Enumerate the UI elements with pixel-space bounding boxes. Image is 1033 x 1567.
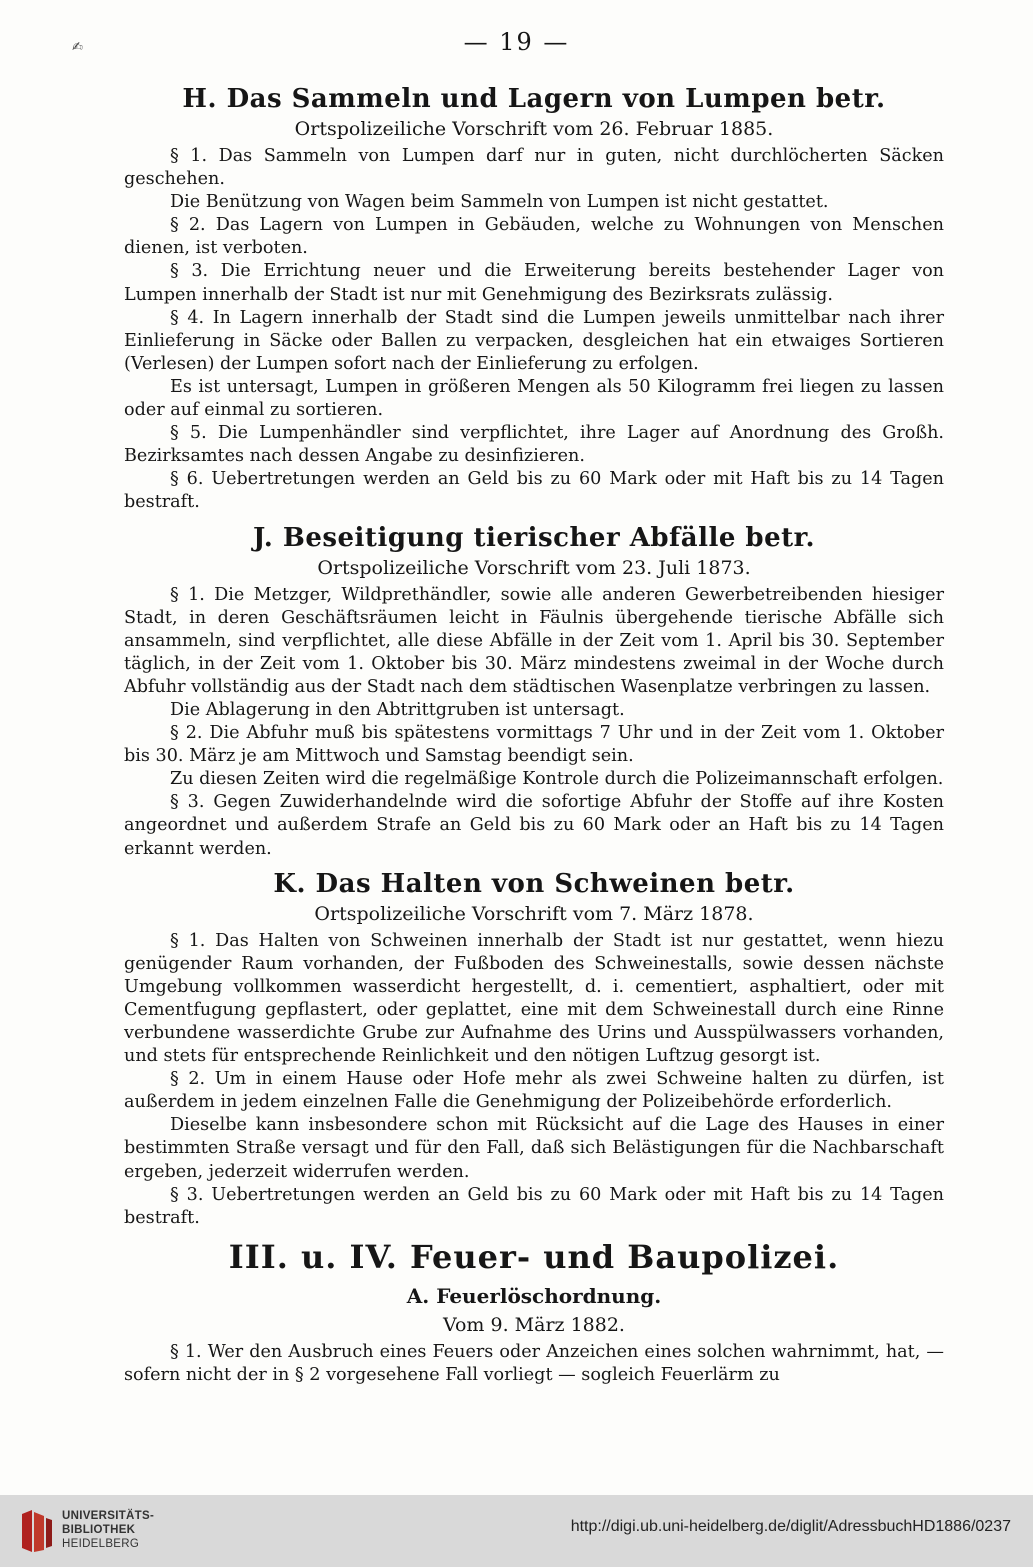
section-k xyxy=(124,867,944,1230)
paragraph: § 3. Uebertretungen werden an Geld bis zu 60 Mark oder mit Haft bis zu 14 Tagen bestraft. xyxy=(124,1184,944,1228)
library-name-line: HEIDELBERG xyxy=(62,1538,140,1550)
paragraph: Die Ablagerung in den Abtrittgruben ist untersagt. xyxy=(170,699,625,720)
section-title: H. Das Sammeln und Lagern von Lumpen betr. xyxy=(182,84,886,114)
paragraph: § 1. Die Metzger, Wildprethändler, sowie alle anderen Gewerbetreibenden hiesiger Stadt, in deren Geschäftsräumen leicht in Fäulnis übergehende tierische Abfälle sich ansammeln, sind verpflichtet, alle diese Abfälle in der Zeit vom 1. April bis 30. September täglich, in der Zeit vom 1. Oktober bis 30. März mindestens zweimal in der Woche durch Abfuhr vollständig aus der Stadt nach dem städtischen Wasenplatze verbringen zu lassen. xyxy=(124,584,944,697)
corner-mark: ✍ xyxy=(72,40,83,55)
paragraph: § 3. Die Errichtung neuer und die Erweiterung bereits bestehender Lager von Lumpen innerhalb der Stadt ist nur mit Genehmigung des Bezirksrats zulässig. xyxy=(124,261,944,305)
section-title: A. Feuerlöschordnung. xyxy=(406,1283,662,1308)
paragraph: § 4. In Lagern innerhalb der Stadt sind die Lumpen jeweils unmittelbar nach ihrer Einlieferung in Säcke oder Ballen zu verpacken, desgleichen hat ein etwaiges Sortieren (Verlesen) der Lumpen sofort nach der Einlieferung zu erfolgen. xyxy=(124,307,944,374)
library-logo-icon xyxy=(20,1508,54,1554)
page-number: — 19 — xyxy=(463,28,570,56)
paragraph: § 2. Um in einem Hause oder Hofe mehr als zwei Schweine halten zu dürfen, ist außerdem in jedem einzelnen Falle die Genehmigung der Polizeibehörde erforderlich. xyxy=(124,1069,944,1113)
paragraph: § 3. Gegen Zuwiderhandelnde wird die sofortige Abfuhr der Stoffe auf ihre Kosten angeordnet und außerdem Strafe an Geld bis zu 60 Mark oder an Haft bis zu 14 Tagen erkannt werden. xyxy=(124,792,944,859)
library-footer xyxy=(0,1495,1033,1567)
source-url-link[interactable]: http://digi.ub.uni-heidelberg.de/diglit/AdressbuchHD1886/0237 xyxy=(570,1518,1011,1535)
section-subtitle: Ortspolizeiliche Vorschrift vom 23. Juli 1873. xyxy=(317,556,751,579)
page-content xyxy=(124,82,944,1387)
section-title: K. Das Halten von Schweinen betr. xyxy=(273,868,795,899)
section-subtitle: Vom 9. März 1882. xyxy=(443,1313,625,1336)
paragraph: § 2. Das Lagern von Lumpen in Gebäuden, welche zu Wohnungen von Menschen dienen, ist verboten. xyxy=(124,215,944,259)
section-h xyxy=(124,82,944,515)
section-subtitle: Ortspolizeiliche Vorschrift vom 26. Februar 1885. xyxy=(294,118,774,140)
paragraph: § 2. Die Abfuhr muß bis spätestens vormittags 7 Uhr und in der Zeit vom 1. Oktober bis 30. März je am Mittwoch und Samstag beendigt sein. xyxy=(124,723,944,767)
part-title: III. u. IV. Feuer- und Baupolizei. xyxy=(228,1237,840,1276)
paragraph: Die Benützung von Wagen beim Sammeln von Lumpen ist nicht gestattet. xyxy=(170,192,829,213)
paragraph: § 5. Die Lumpenhändler sind verpflichtet, ihre Lager auf Anordnung des Großh. Bezirksamtes nach dessen Angabe zu desinfizieren. xyxy=(124,423,944,467)
section-title: J. Beseitigung tierischer Abfälle betr. xyxy=(252,522,816,553)
library-name-line: UNIVERSITÄTS- xyxy=(62,1510,155,1522)
paragraph: § 1. Das Halten von Schweinen innerhalb der Stadt ist nur gestattet, wenn hiezu genügender Raum vorhanden, der Fußboden des Schweinestalls, sowie dessen nächste Umgebung vollkommen wasserdicht hergestellt, d. i. cementiert, asphaltiert, oder mit Cementfugung gepflastert, oder geplattet, eine mit dem Schweinestall durch eine Rinne verbundene wasserdichte Grube zur Aufnahme des Urins und Ausspülwassers vorhanden, und stets für entsprechende Reinlichkeit und den nötigen Luftzug gesorgt ist. xyxy=(124,930,944,1067)
library-name-line: BIBLIOTHEK xyxy=(62,1524,136,1536)
section-subtitle: Ortspolizeiliche Vorschrift vom 7. März 1878. xyxy=(314,902,754,925)
paragraph: Zu diesen Zeiten wird die regelmäßige Kontrole durch die Polizeimannschaft erfolgen. xyxy=(170,769,944,790)
paragraph: § 6. Uebertretungen werden an Geld bis zu 60 Mark oder mit Haft bis zu 14 Tagen bestraft. xyxy=(124,469,944,513)
section-j xyxy=(124,521,944,861)
library-name xyxy=(62,1509,154,1551)
paragraph: § 1. Wer den Ausbruch eines Feuers oder Anzeichen eines solchen wahrnimmt, hat, — sofern nicht der in § 2 vorgesehene Fall vorliegt — sogleich Feuerlärm zu xyxy=(124,1341,944,1385)
paragraph: § 1. Das Sammeln von Lumpen darf nur in guten, nicht durchlöcherten Säcken geschehen. xyxy=(124,146,944,190)
paragraph: Es ist untersagt, Lumpen in größeren Mengen als 50 Kilogramm frei liegen zu lassen oder auf einmal zu sortieren. xyxy=(124,376,944,421)
part-iii-iv xyxy=(124,1234,944,1387)
paragraph: Dieselbe kann insbesondere schon mit Rücksicht auf die Lage des Hauses in einer bestimmten Straße versagt und für den Fall, daß sich Belästigungen für die Nachbarschaft ergeben, jederzeit widerrufen werden. xyxy=(124,1115,944,1182)
